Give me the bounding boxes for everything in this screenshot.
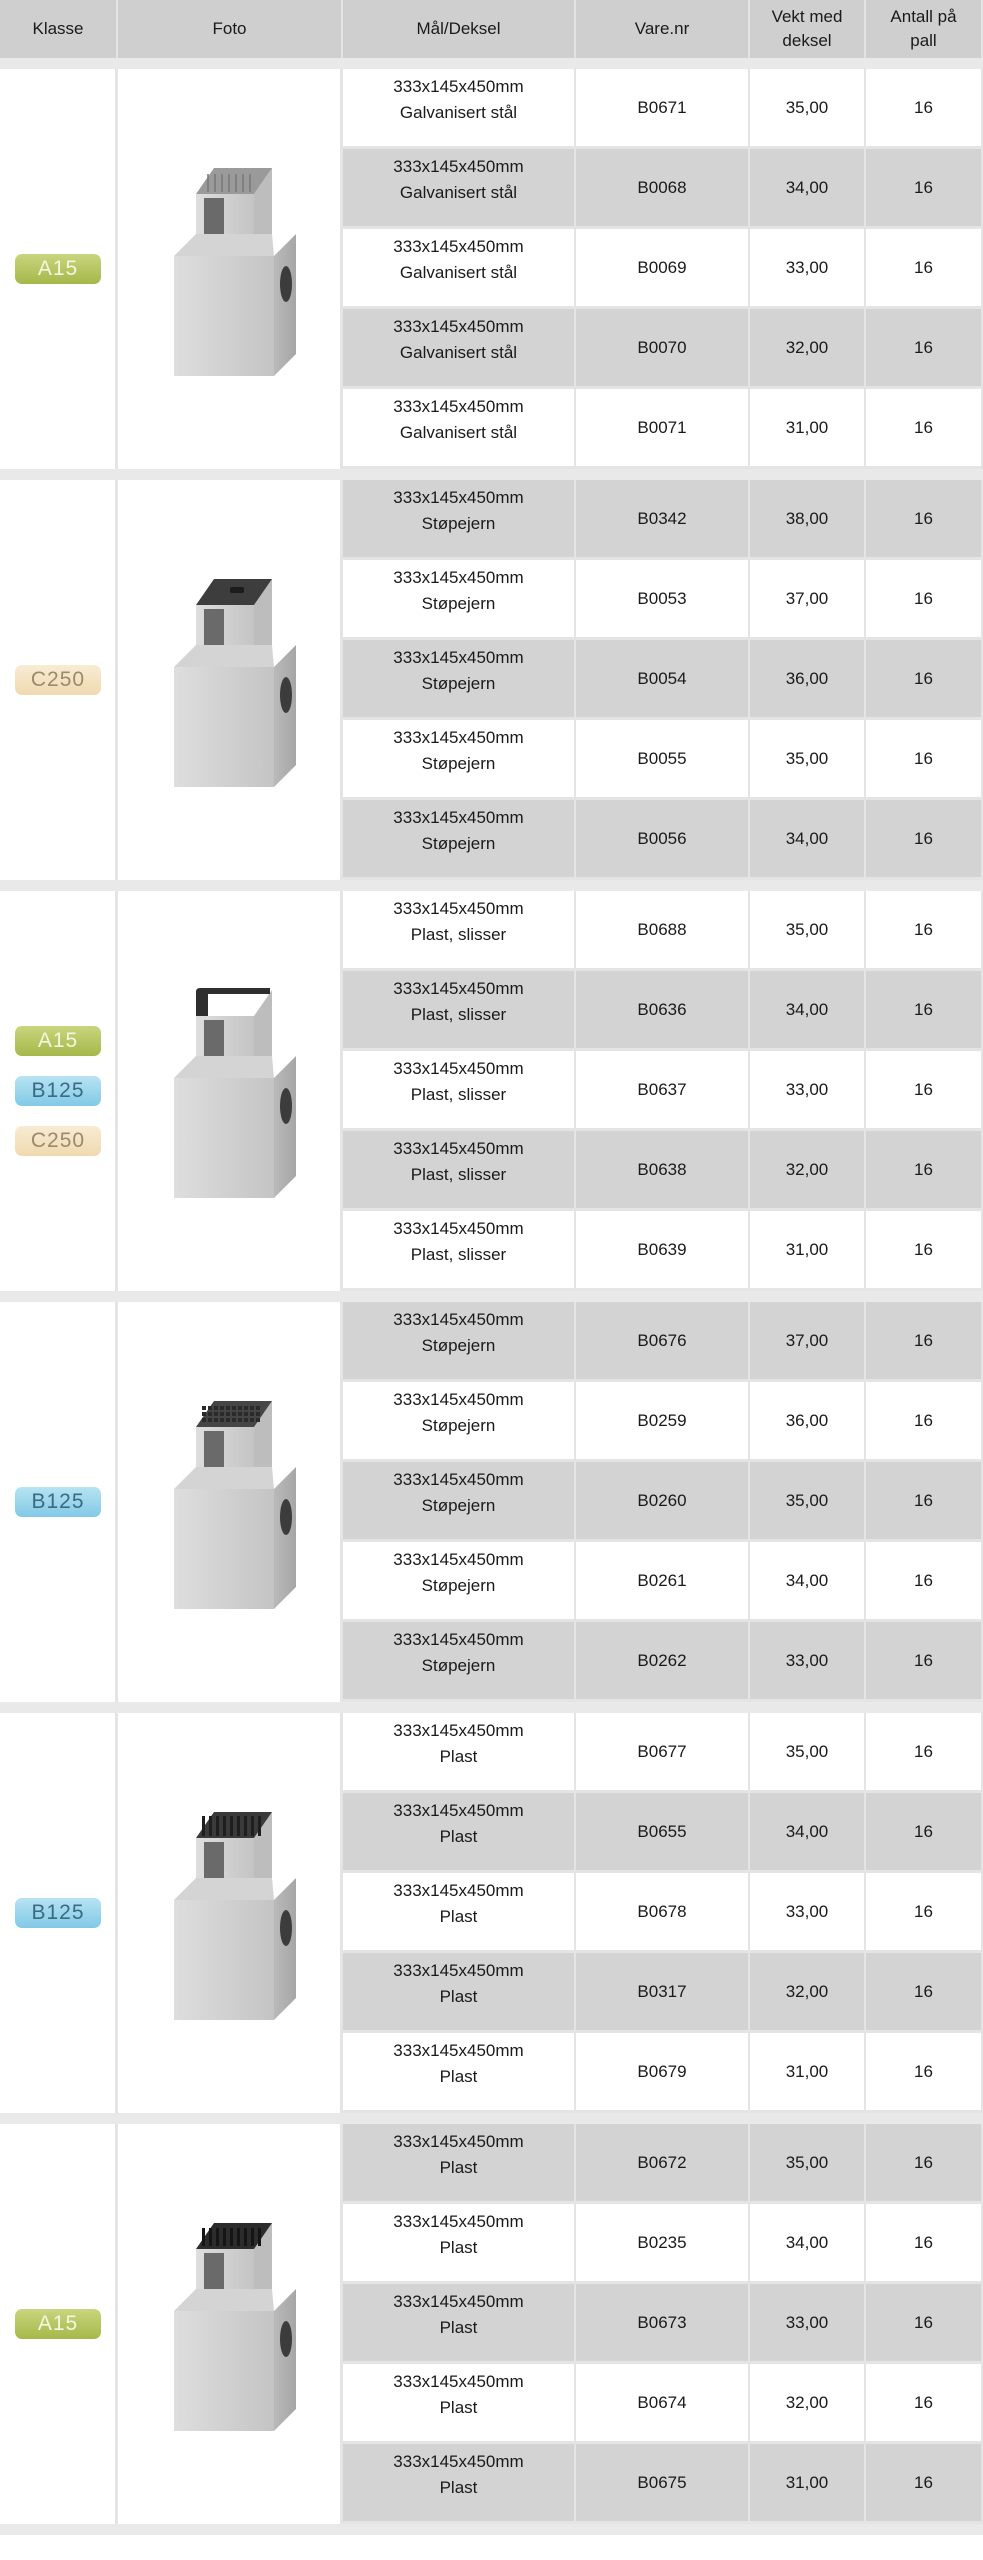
weight-text: 31,00 — [785, 1239, 829, 1259]
vare-nr-cell — [576, 309, 750, 389]
qty-text: 16 — [914, 337, 933, 357]
dimension-cover-cell — [343, 149, 576, 229]
weight-cell — [750, 1462, 866, 1542]
code-text: B0677 — [637, 1741, 687, 1761]
qty-text: 16 — [914, 2472, 933, 2492]
qty-text: 16 — [914, 257, 933, 277]
code-text: B0235 — [637, 2232, 687, 2252]
qty-text: 16 — [914, 1410, 933, 1430]
dimension-cover-cell — [343, 2124, 576, 2204]
header-foto: Foto — [118, 0, 343, 58]
pallet-qty-cell — [866, 480, 983, 560]
dimension-text: 333x145x450mm — [393, 2040, 524, 2060]
dimension-cover-cell — [343, 1622, 576, 1702]
code-text: B0673 — [637, 2312, 687, 2332]
dimension-cover-cell — [343, 229, 576, 309]
cover-type-text: Støpejern — [421, 513, 496, 533]
drain-box-cast-iron-mesh-icon — [168, 1397, 318, 1622]
vare-nr-cell — [576, 1302, 750, 1382]
class-badge-b125: B125 — [15, 1487, 101, 1517]
cover-type-text: Støpejern — [421, 593, 496, 613]
qty-text: 16 — [914, 999, 933, 1019]
vare-nr-cell — [576, 1622, 750, 1702]
cover-type-text: Plast — [439, 2157, 478, 2177]
qty-text: 16 — [914, 2232, 933, 2252]
dimension-text: 333x145x450mm — [393, 1800, 524, 1820]
dimension-cover-cell — [343, 480, 576, 560]
vare-nr-cell — [576, 1542, 750, 1622]
dimension-cover-cell — [343, 389, 576, 469]
cover-type-text: Plast — [439, 1906, 478, 1926]
cover-type-text: Plast — [439, 1746, 478, 1766]
weight-cell — [750, 1131, 866, 1211]
code-text: B0069 — [637, 257, 687, 277]
pallet-qty-cell — [866, 2364, 983, 2444]
class-badge-a15: A15 — [15, 254, 101, 284]
qty-text: 16 — [914, 828, 933, 848]
cover-type-text: Plast — [439, 2317, 478, 2337]
code-text: B0068 — [637, 177, 687, 197]
weight-text: 35,00 — [785, 97, 829, 117]
weight-cell — [750, 1713, 866, 1793]
weight-text: 33,00 — [785, 1650, 829, 1670]
code-text: B0070 — [637, 337, 687, 357]
dimension-cover-cell — [343, 1051, 576, 1131]
dimension-text: 333x145x450mm — [393, 396, 524, 416]
vare-nr-cell — [576, 1713, 750, 1793]
drain-box-cast-iron-grate-icon — [168, 575, 318, 800]
dimension-cover-cell — [343, 891, 576, 971]
vare-nr-cell — [576, 971, 750, 1051]
qty-text: 16 — [914, 417, 933, 437]
code-text: B0260 — [637, 1490, 687, 1510]
vare-nr-cell — [576, 2444, 750, 2524]
qty-text: 16 — [914, 508, 933, 528]
vare-nr-cell — [576, 640, 750, 720]
dimension-text: 333x145x450mm — [393, 76, 524, 96]
cover-type-text: Støpejern — [421, 1415, 496, 1435]
header-klasse: Klasse — [0, 0, 118, 58]
pallet-qty-cell — [866, 1462, 983, 1542]
dimension-text: 333x145x450mm — [393, 1058, 524, 1078]
code-text: B0675 — [637, 2472, 687, 2492]
code-text: B0676 — [637, 1330, 687, 1350]
pallet-qty-cell — [866, 1622, 983, 1702]
weight-text: 35,00 — [785, 1490, 829, 1510]
weight-text: 35,00 — [785, 748, 829, 768]
dimension-text: 333x145x450mm — [393, 1389, 524, 1409]
weight-text: 31,00 — [785, 2061, 829, 2081]
dimension-cover-cell — [343, 2444, 576, 2524]
weight-text: 33,00 — [785, 1901, 829, 1921]
vare-nr-cell — [576, 560, 750, 640]
weight-cell — [750, 389, 866, 469]
header-maal: Mål/Deksel — [343, 0, 576, 58]
qty-text: 16 — [914, 919, 933, 939]
pallet-qty-cell — [866, 971, 983, 1051]
weight-text: 34,00 — [785, 1821, 829, 1841]
dimension-cover-cell — [343, 309, 576, 389]
qty-text: 16 — [914, 1901, 933, 1921]
dimension-text: 333x145x450mm — [393, 807, 524, 827]
pallet-qty-cell — [866, 2204, 983, 2284]
qty-text: 16 — [914, 97, 933, 117]
pallet-qty-cell — [866, 720, 983, 800]
weight-cell — [750, 2364, 866, 2444]
qty-text: 16 — [914, 2312, 933, 2332]
cover-type-text: Støpejern — [421, 833, 496, 853]
weight-text: 33,00 — [785, 1079, 829, 1099]
cover-type-text: Plast, slisser — [410, 924, 507, 944]
class-badge-c250: C250 — [15, 665, 101, 695]
code-text: B0678 — [637, 1901, 687, 1921]
code-text: B0672 — [637, 2152, 687, 2172]
cover-type-text: Støpejern — [421, 1575, 496, 1595]
cover-type-text: Plast — [439, 2066, 478, 2086]
dimension-cover-cell — [343, 640, 576, 720]
qty-text: 16 — [914, 1159, 933, 1179]
pallet-qty-cell — [866, 1211, 983, 1291]
header-varenr: Vare.nr — [576, 0, 750, 58]
pallet-qty-cell — [866, 1302, 983, 1382]
dimension-text: 333x145x450mm — [393, 2211, 524, 2231]
qty-text: 16 — [914, 1079, 933, 1099]
qty-text: 16 — [914, 177, 933, 197]
dimension-cover-cell — [343, 1382, 576, 1462]
pallet-qty-cell — [866, 1051, 983, 1131]
pallet-qty-cell — [866, 1382, 983, 1462]
cover-type-text: Støpejern — [421, 1335, 496, 1355]
drain-box-plastic-slotted-icon — [168, 986, 318, 1211]
group-separator — [0, 2113, 983, 2124]
vare-nr-cell — [576, 800, 750, 880]
qty-text: 16 — [914, 668, 933, 688]
weight-text: 37,00 — [785, 588, 829, 608]
weight-cell — [750, 2033, 866, 2113]
pallet-qty-cell — [866, 1793, 983, 1873]
dimension-text: 333x145x450mm — [393, 1138, 524, 1158]
weight-text: 34,00 — [785, 999, 829, 1019]
group-separator — [0, 1702, 983, 1713]
group-separator — [0, 58, 983, 69]
cover-type-text: Galvanisert stål — [399, 102, 518, 122]
vare-nr-cell — [576, 2033, 750, 2113]
weight-text: 32,00 — [785, 337, 829, 357]
weight-cell — [750, 1542, 866, 1622]
weight-text: 31,00 — [785, 417, 829, 437]
qty-text: 16 — [914, 748, 933, 768]
code-text: B0674 — [637, 2392, 687, 2412]
weight-text: 37,00 — [785, 1330, 829, 1350]
qty-text: 16 — [914, 2152, 933, 2172]
dimension-cover-cell — [343, 1211, 576, 1291]
weight-cell — [750, 560, 866, 640]
weight-cell — [750, 1793, 866, 1873]
cover-type-text: Plast — [439, 2477, 478, 2497]
code-text: B0679 — [637, 2061, 687, 2081]
dimension-text: 333x145x450mm — [393, 1309, 524, 1329]
vare-nr-cell — [576, 2284, 750, 2364]
code-text: B0638 — [637, 1159, 687, 1179]
weight-cell — [750, 891, 866, 971]
header-antall: Antall på pall — [866, 0, 983, 58]
code-text: B0261 — [637, 1570, 687, 1590]
code-text: B0054 — [637, 668, 687, 688]
vare-nr-cell — [576, 1211, 750, 1291]
group-separator — [0, 1291, 983, 1302]
weight-cell — [750, 971, 866, 1051]
dimension-text: 333x145x450mm — [393, 156, 524, 176]
dimension-text: 333x145x450mm — [393, 2371, 524, 2391]
code-text: B0637 — [637, 1079, 687, 1099]
class-badge-b125: B125 — [15, 1898, 101, 1928]
dimension-text: 333x145x450mm — [393, 1469, 524, 1489]
vare-nr-cell — [576, 720, 750, 800]
cover-type-text: Støpejern — [421, 1495, 496, 1515]
weight-cell — [750, 720, 866, 800]
weight-text: 34,00 — [785, 828, 829, 848]
weight-text: 35,00 — [785, 919, 829, 939]
cover-type-text: Galvanisert stål — [399, 182, 518, 202]
vare-nr-cell — [576, 149, 750, 229]
qty-text: 16 — [914, 1239, 933, 1259]
vare-nr-cell — [576, 1953, 750, 2033]
vare-nr-cell — [576, 1462, 750, 1542]
qty-text: 16 — [914, 1821, 933, 1841]
drain-box-plastic-grate-icon — [168, 2219, 318, 2444]
weight-cell — [750, 149, 866, 229]
dimension-cover-cell — [343, 971, 576, 1051]
weight-cell — [750, 480, 866, 560]
weight-cell — [750, 1622, 866, 1702]
pallet-qty-cell — [866, 640, 983, 720]
vare-nr-cell — [576, 1382, 750, 1462]
drain-box-galvanized-grate-icon — [168, 164, 318, 389]
qty-text: 16 — [914, 1570, 933, 1590]
code-text: B0055 — [637, 748, 687, 768]
dimension-cover-cell — [343, 1713, 576, 1793]
pallet-qty-cell — [866, 149, 983, 229]
weight-text: 35,00 — [785, 1741, 829, 1761]
weight-cell — [750, 640, 866, 720]
qty-text: 16 — [914, 588, 933, 608]
vare-nr-cell — [576, 1873, 750, 1953]
vare-nr-cell — [576, 1793, 750, 1873]
weight-text: 31,00 — [785, 2472, 829, 2492]
weight-cell — [750, 2124, 866, 2204]
weight-cell — [750, 1051, 866, 1131]
code-text: B0056 — [637, 828, 687, 848]
qty-text: 16 — [914, 1330, 933, 1350]
vare-nr-cell — [576, 1131, 750, 1211]
weight-cell — [750, 229, 866, 309]
code-text: B0071 — [637, 417, 687, 437]
dimension-text: 333x145x450mm — [393, 1218, 524, 1238]
pallet-qty-cell — [866, 2284, 983, 2364]
code-text: B0671 — [637, 97, 687, 117]
cover-type-text: Galvanisert stål — [399, 342, 518, 362]
weight-text: 34,00 — [785, 2232, 829, 2252]
dimension-text: 333x145x450mm — [393, 2451, 524, 2471]
dimension-cover-cell — [343, 1953, 576, 2033]
weight-text: 33,00 — [785, 2312, 829, 2332]
vare-nr-cell — [576, 891, 750, 971]
dimension-cover-cell — [343, 2033, 576, 2113]
cover-type-text: Plast, slisser — [410, 1244, 507, 1264]
dimension-text: 333x145x450mm — [393, 2131, 524, 2151]
cover-type-text: Støpejern — [421, 1655, 496, 1675]
code-text: B0317 — [637, 1981, 687, 2001]
cover-type-text: Plast — [439, 1986, 478, 2006]
qty-text: 16 — [914, 1981, 933, 2001]
weight-cell — [750, 2444, 866, 2524]
dimension-cover-cell — [343, 69, 576, 149]
pallet-qty-cell — [866, 309, 983, 389]
qty-text: 16 — [914, 2392, 933, 2412]
qty-text: 16 — [914, 1490, 933, 1510]
cover-type-text: Plast, slisser — [410, 1084, 507, 1104]
weight-cell — [750, 1211, 866, 1291]
dimension-text: 333x145x450mm — [393, 647, 524, 667]
group-separator — [0, 2524, 983, 2535]
cover-type-text: Støpejern — [421, 673, 496, 693]
dimension-cover-cell — [343, 2364, 576, 2444]
group-separator — [0, 469, 983, 480]
weight-cell — [750, 309, 866, 389]
dimension-text: 333x145x450mm — [393, 727, 524, 747]
pallet-qty-cell — [866, 229, 983, 309]
dimension-cover-cell — [343, 2284, 576, 2364]
code-text: B0639 — [637, 1239, 687, 1259]
pallet-qty-cell — [866, 1953, 983, 2033]
drain-box-plastic-grate-icon — [168, 1808, 318, 2033]
class-badge-c250: C250 — [15, 1126, 101, 1156]
dimension-cover-cell — [343, 560, 576, 640]
dimension-cover-cell — [343, 2204, 576, 2284]
code-text: B0053 — [637, 588, 687, 608]
dimension-text: 333x145x450mm — [393, 316, 524, 336]
group-separator — [0, 880, 983, 891]
cover-type-text: Plast, slisser — [410, 1164, 507, 1184]
vare-nr-cell — [576, 2364, 750, 2444]
dimension-text: 333x145x450mm — [393, 1960, 524, 1980]
dimension-cover-cell — [343, 1793, 576, 1873]
vare-nr-cell — [576, 229, 750, 309]
qty-text: 16 — [914, 2061, 933, 2081]
cover-type-text: Plast — [439, 2237, 478, 2257]
weight-cell — [750, 1382, 866, 1462]
weight-text: 36,00 — [785, 1410, 829, 1430]
weight-cell — [750, 2284, 866, 2364]
dimension-text: 333x145x450mm — [393, 2291, 524, 2311]
weight-cell — [750, 800, 866, 880]
code-text: B0636 — [637, 999, 687, 1019]
pallet-qty-cell — [866, 2033, 983, 2113]
weight-text: 35,00 — [785, 2152, 829, 2172]
dimension-text: 333x145x450mm — [393, 487, 524, 507]
dimension-text: 333x145x450mm — [393, 1720, 524, 1740]
vare-nr-cell — [576, 2124, 750, 2204]
pallet-qty-cell — [866, 800, 983, 880]
weight-text: 32,00 — [785, 2392, 829, 2412]
weight-cell — [750, 1873, 866, 1953]
weight-text: 32,00 — [785, 1981, 829, 2001]
pallet-qty-cell — [866, 1542, 983, 1622]
pallet-qty-cell — [866, 1713, 983, 1793]
vare-nr-cell — [576, 480, 750, 560]
code-text: B0655 — [637, 1821, 687, 1841]
dimension-text: 333x145x450mm — [393, 898, 524, 918]
dimension-cover-cell — [343, 1542, 576, 1622]
pallet-qty-cell — [866, 560, 983, 640]
code-text: B0262 — [637, 1650, 687, 1670]
dimension-cover-cell — [343, 800, 576, 880]
cover-type-text: Plast — [439, 2397, 478, 2417]
dimension-text: 333x145x450mm — [393, 567, 524, 587]
dimension-text: 333x145x450mm — [393, 978, 524, 998]
weight-cell — [750, 69, 866, 149]
weight-text: 33,00 — [785, 257, 829, 277]
weight-text: 38,00 — [785, 508, 829, 528]
qty-text: 16 — [914, 1650, 933, 1670]
class-badge-b125: B125 — [15, 1076, 101, 1106]
weight-text: 34,00 — [785, 1570, 829, 1590]
qty-text: 16 — [914, 1741, 933, 1761]
class-badge-a15: A15 — [15, 1026, 101, 1056]
cover-type-text: Plast — [439, 1826, 478, 1846]
cover-type-text: Plast, slisser — [410, 1004, 507, 1024]
pallet-qty-cell — [866, 891, 983, 971]
pallet-qty-cell — [866, 2124, 983, 2204]
dimension-text: 333x145x450mm — [393, 1549, 524, 1569]
dimension-cover-cell — [343, 1873, 576, 1953]
vare-nr-cell — [576, 69, 750, 149]
weight-text: 32,00 — [785, 1159, 829, 1179]
pallet-qty-cell — [866, 389, 983, 469]
weight-cell — [750, 2204, 866, 2284]
class-badge-a15: A15 — [15, 2309, 101, 2339]
cover-type-text: Støpejern — [421, 753, 496, 773]
dimension-text: 333x145x450mm — [393, 236, 524, 256]
code-text: B0342 — [637, 508, 687, 528]
vare-nr-cell — [576, 389, 750, 469]
cover-type-text: Galvanisert stål — [399, 262, 518, 282]
dimension-cover-cell — [343, 1462, 576, 1542]
dimension-text: 333x145x450mm — [393, 1629, 524, 1649]
dimension-cover-cell — [343, 720, 576, 800]
code-text: B0259 — [637, 1410, 687, 1430]
weight-cell — [750, 1302, 866, 1382]
pallet-qty-cell — [866, 2444, 983, 2524]
dimension-cover-cell — [343, 1131, 576, 1211]
weight-text: 34,00 — [785, 177, 829, 197]
pallet-qty-cell — [866, 1131, 983, 1211]
vare-nr-cell — [576, 2204, 750, 2284]
dimension-cover-cell — [343, 1302, 576, 1382]
pallet-qty-cell — [866, 69, 983, 149]
dimension-text: 333x145x450mm — [393, 1880, 524, 1900]
code-text: B0688 — [637, 919, 687, 939]
weight-text: 36,00 — [785, 668, 829, 688]
weight-cell — [750, 1953, 866, 2033]
vare-nr-cell — [576, 1051, 750, 1131]
header-vekt: Vekt med deksel — [750, 0, 866, 58]
cover-type-text: Galvanisert stål — [399, 422, 518, 442]
pallet-qty-cell — [866, 1873, 983, 1953]
